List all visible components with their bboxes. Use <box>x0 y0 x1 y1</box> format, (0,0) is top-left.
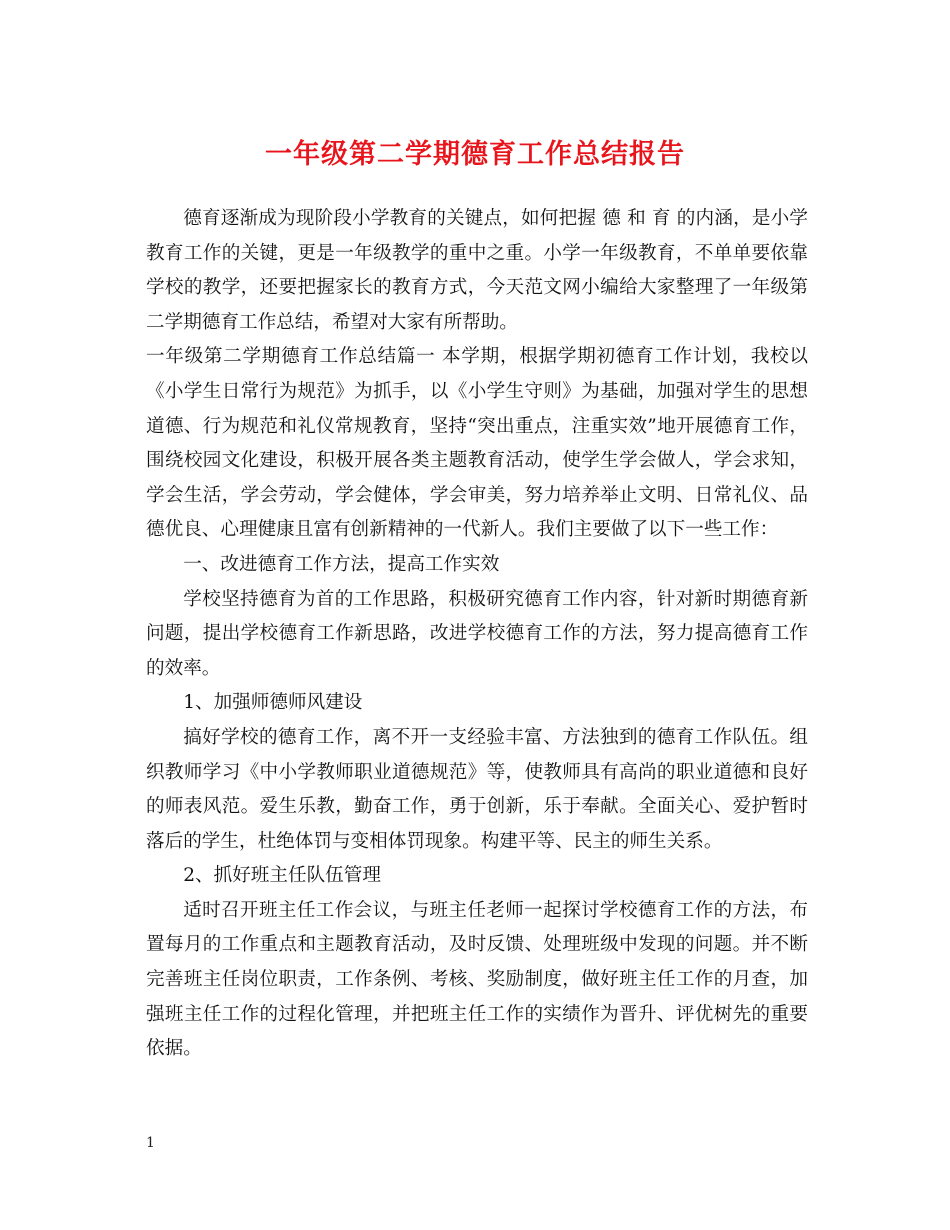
paragraph-class-teacher: 适时召开班主任工作会议，与班主任老师一起探讨学校德育工作的方法，布置每月的工作重点和主题教育活动，及时反馈、处理班级中发现的问题。并不断完善班主任岗位职责，工作条例、考核、奖励制度，做好班主任工作的月查，加强班主任工作的过程化管理，并把班主任工作的实绩作为晋升、评优树先的重要依据。 <box>146 899 808 1060</box>
paragraph-method: 学校坚持德育为首的工作思路，积极研究德育工作内容，针对新时期德育新问题，提出学校德育工作新思路，改进学校德育工作的方法，努力提高德育工作的效率。 <box>146 588 808 679</box>
paragraph-section-one-intro: 一年级第二学期德育工作总结篇一 本学期，根据学期初德育工作计划，我校以《小学生日常行为规范》为抓手，以《小学生守则》为基础，加强对学生的思想道德、行为规范和礼仪常规教育，坚持“突出重点，注重实效”地开展德育工作，围绕校园文化建设，积极开展各类主题教育活动，使学生学会做人，学会求知，学会生活，学会劳动，学会健体，学会审美，努力培养举止文明、日常礼仪、品德优良、心理健康且富有创新精神的一代新人。我们主要做了以下一些工作： <box>146 346 808 541</box>
heading-teacher-ethics: 1、加强师德师风建设 <box>183 692 363 714</box>
document-body <box>146 202 808 1067</box>
document-title: 一年级第二学期德育工作总结报告 <box>265 139 685 170</box>
page-number: 1 <box>146 1135 155 1151</box>
heading-class-teacher: 2、抓好班主任队伍管理 <box>183 865 381 887</box>
heading-method: 一、改进德育工作方法，提高工作实效 <box>183 553 500 575</box>
paragraph-intro: 德育逐渐成为现阶段小学教育的关键点，如何把握 德 和 育 的内涵，是小学教育工作的关键，更是一年级教学的重中之重。小学一年级教育，不单单要依靠学校的教学，还要把握家长的教育方式，今天范文网小编给大家整理了一年级第二学期德育工作总结，希望对大家有所帮助。 <box>146 208 808 333</box>
paragraph-teacher-ethics: 搞好学校的德育工作，离不开一支经验丰富、方法独到的德育工作队伍。组织教师学习《中小学教师职业道德规范》等，使教师具有高尚的职业道德和良好的师表风范。爱生乐教，勤奋工作，勇于创新，乐于奉献。全面关心、爱护暂时落后的学生，杜绝体罚与变相体罚现象。构建平等、民主的师生关系。 <box>146 726 808 852</box>
